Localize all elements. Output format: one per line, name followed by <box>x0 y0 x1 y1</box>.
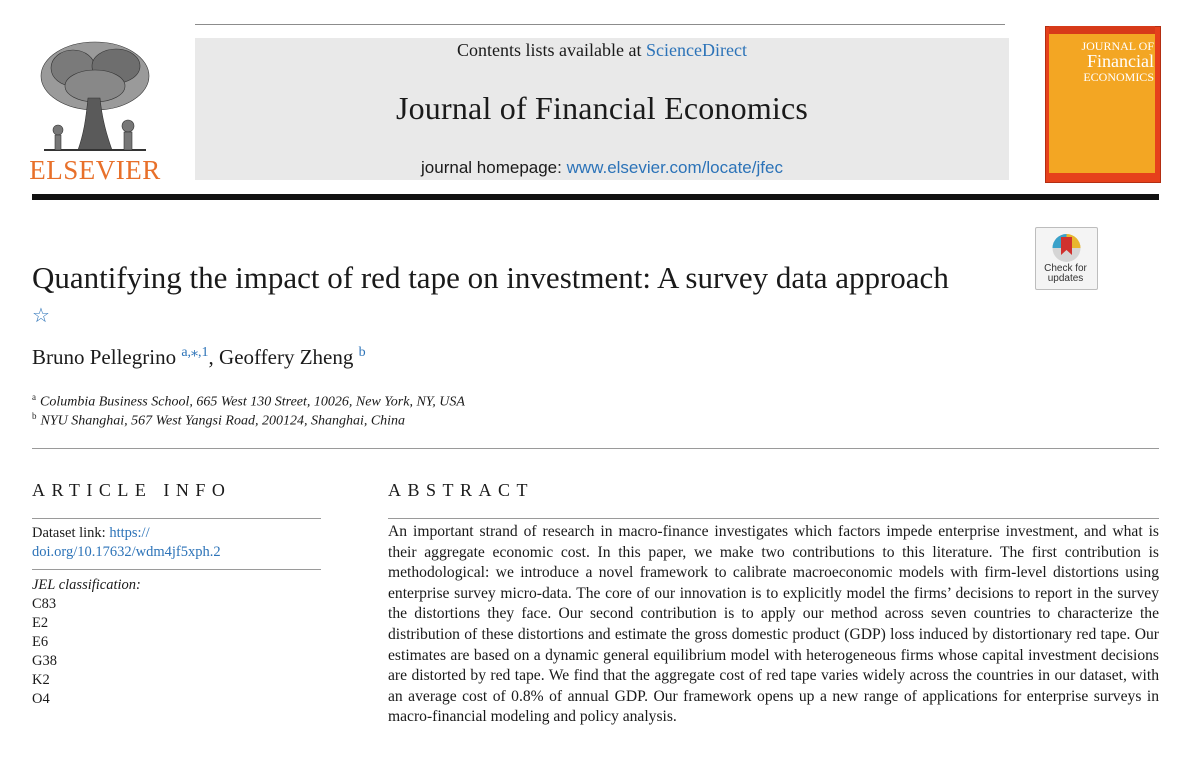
check-for-updates-label[interactable] <box>1035 264 1096 284</box>
title-footnote-star-icon[interactable]: ☆ <box>32 305 50 327</box>
jel-code: E2 <box>32 615 49 631</box>
cover-line3: ECONOMICS <box>1083 70 1154 84</box>
homepage-prefix: journal homepage: <box>421 158 567 177</box>
elsevier-wordmark: ELSEVIER <box>29 155 161 185</box>
jel-code: K2 <box>32 672 50 688</box>
top-rule <box>195 24 1005 25</box>
author-list <box>32 344 366 370</box>
article-info-heading: ARTICLE INFO <box>32 480 232 500</box>
author-separator: , <box>208 345 220 369</box>
contents-prefix: Contents lists available at <box>457 40 646 60</box>
check-updates-line1: Check for <box>1044 263 1087 274</box>
affiliation-b <box>32 411 405 430</box>
paper-title <box>32 258 962 342</box>
sciencedirect-link[interactable]: ScienceDirect <box>646 40 747 60</box>
dataset-link-line <box>32 524 221 562</box>
affiliation-text: NYU Shanghai, 567 West Yangsi Road, 200124, Shanghai, China <box>40 413 406 429</box>
jel-code: O4 <box>32 691 50 707</box>
contents-line <box>195 40 1009 61</box>
article-info-rule <box>32 518 321 519</box>
header-thick-rule <box>32 194 1159 200</box>
affiliation-a <box>32 392 465 411</box>
cover-title <box>1062 39 1154 84</box>
author-marks[interactable]: a,⁎,1 <box>181 345 209 360</box>
crossmark-icon <box>1036 228 1097 266</box>
check-updates-line2: updates <box>1047 273 1084 284</box>
abstract-rule <box>388 518 1159 519</box>
jel-code: G38 <box>32 653 57 669</box>
cover-strip <box>1049 26 1155 34</box>
homepage-link[interactable]: www.elsevier.com/locate/jfec <box>566 158 783 177</box>
affiliation-mark: a <box>32 392 36 402</box>
abstract-text: An important strand of research in macro-finance investigates which factors impede enterprise investment, and what is their aggregate economic cost. In this paper, we make two contributions to this literature. The first contribution is methodological: we introduce a novel framework to calibrate macroeconomic models with firm-level distortions using enterprise survey micro-data. The core of our innovation is to explicitly model the firms’ decisions to report in the survey the distortions they face. Our second contribution is to apply our method across seven countries to characterize the distribution of these distortions and estimate the gross domestic product (GDP) loss induced by distortionary red tape. Our estimates are based on a dynamic general equilibrium model with heterogeneous firms whose capital investment decisions are distorted by red tape. We find that the aggregate cost of red tape varies widely across the countries in our dataset, with an average cost of 0.8% of annual GDP. Our framework opens up a new range of applications for enterprise surveys in macro-financial modeling and policy analysis. <box>388 523 1159 726</box>
section-divider <box>32 448 1159 449</box>
jel-codes <box>32 595 57 709</box>
author-marks[interactable]: b <box>358 345 366 360</box>
journal-title: Journal of Financial Economics <box>395 90 809 126</box>
cover-line2: Financial <box>1087 51 1154 71</box>
dataset-link-continued[interactable]: doi.org/10.17632/wdm4jf5xph.2 <box>32 544 221 560</box>
homepage-line <box>195 158 1009 178</box>
jel-heading: JEL classification: <box>32 577 141 593</box>
jel-code: C83 <box>32 596 57 612</box>
dataset-rule <box>32 569 321 570</box>
abstract-heading: ABSTRACT <box>388 480 535 500</box>
dataset-label: Dataset link: <box>32 525 110 541</box>
jel-code: E6 <box>32 634 49 650</box>
affiliation-mark: b <box>32 411 37 421</box>
paper-title-text: Quantifying the impact of red tape on investment: A survey data approach <box>32 260 949 295</box>
cover-line1: JOURNAL OF <box>1081 39 1154 53</box>
affiliation-text: Columbia Business School, 665 West 130 Street, 10026, New York, NY, USA <box>40 394 465 410</box>
dataset-link[interactable]: https:// <box>109 525 150 541</box>
author-name[interactable]: Bruno Pellegrino <box>32 345 177 369</box>
author-name[interactable]: Geoffery Zheng <box>219 345 354 369</box>
